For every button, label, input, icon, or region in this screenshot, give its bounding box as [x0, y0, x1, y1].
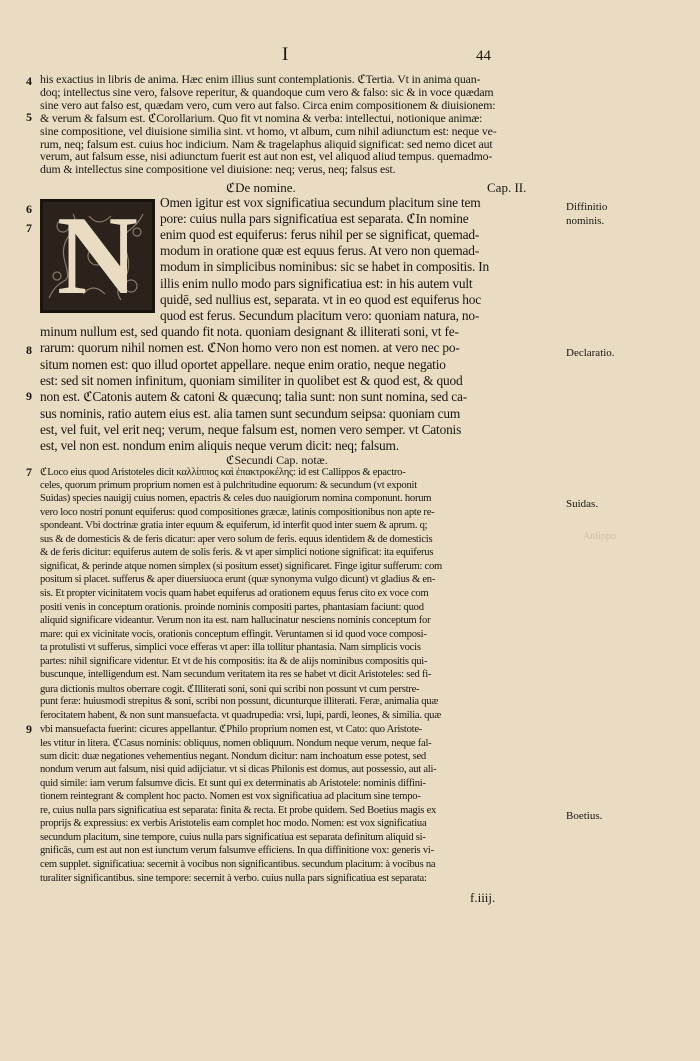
text-line: Omen igitur est vox significatiua secundum placitum sine tem [160, 195, 481, 210]
text-line: turaliter significantibus. sine tempore: secernit à verbo. cuius nulla pars significatiua est separata: [40, 872, 427, 884]
text-line: est, vel fuit, vel erit neq; verum, neque falsum est, nomen vero semper. vt Catonis [40, 421, 462, 437]
initial-letter: N [57, 199, 138, 313]
text-line: sis. Et propter vicinitatem vocis quam habet equiferus ad orationem equus ferus cito ex voce com [40, 587, 429, 599]
text-line: proprijs & expressius: ex verbis Aristotelis eam complet hoc modo. Nomen: est vox significatiua [40, 818, 427, 830]
margin-note: Declaratio. [566, 347, 615, 359]
margin-number: 4 [26, 74, 32, 88]
text-line: sus & de domesticis & de feris dicatur: aper vero solum de feris. equus identidem & de domesticis [40, 533, 433, 545]
text-line: mare: qui ex vicinitate vocis, orationis conceptum effingit. Veruntamen si id quod voce composi- [40, 628, 427, 640]
text-line: secundum placitum, sine tempore, cuius nulla pars significatiua est separata definitum aliquid si- [40, 831, 426, 843]
text-line: vbi mansuefacta fuerint: cicures appellantur. ℭPhilo proprium nomen est, vt Cato: quo Aristote- [40, 724, 423, 736]
section-title: ℭDe nomine. [226, 180, 296, 195]
text-line: Suidas) species nauigij cuius nomen, epactris & celes duo nauigiorum nomina componunt. horum [40, 493, 432, 505]
folio-number: 44 [476, 48, 491, 64]
margin-note: Suidas. [566, 498, 599, 510]
text-line: punt feræ: huiusmodi strepitus & soni, scribi non possunt, dicunturque illiterati. Feræ, animalia quæ [40, 696, 439, 708]
text-line: modum in simplicibus nominibus: sic se habet in compositis. In [160, 259, 490, 275]
text-line: les vtitur in litera. ℭCasus nominis: obliquus, nomen obliquum. Nondum neque verum, neque fal- [40, 738, 432, 749]
margin-note: Diffinitio nominis. [566, 201, 608, 227]
text-line: & de feris dicitur: equiferus autem de solis feris. & vt aper simplici notione significat: ita equiferus [40, 547, 434, 559]
text-line: ℭLoco eius quod Aristoteles dicit καλλίππος καὶ ἐπακτροκέλης: id est Callippos & epactro- [40, 467, 406, 478]
text-line: cem supplet. significatiua: secernit à vocibus non significantibus. secundum placitum: à vocibus na [40, 858, 436, 870]
chapter-label: Cap. II. [487, 180, 527, 195]
text-line: modum in oratione quæ est equus ferus. At vero non quemad- [160, 243, 480, 259]
text-line: nondum verum aut falsum, nisi quid adijciatur. vt si dicas Philonis est domus, aut possessio, aut ali- [40, 764, 437, 776]
text-line: quidē, sed nullius est, separata. vt in eo quod est equiferus hoc [160, 291, 481, 307]
text-line: positum si placet. sufferus & aper diuersiuoca erunt (quæ synonyma vulgo dicunt) vt gladius & en- [40, 574, 436, 586]
text-line: illis enim nullo modo pars significatiua est: in his autem vult [160, 275, 473, 291]
margin-number: 9 [26, 389, 32, 403]
bleed-through-mark: Anlippo [583, 531, 616, 542]
text-line: gura dictionis multos oberrare cogit. ℭIlliterati soni, soni qui scribi non possunt vt cum perstre- [40, 683, 420, 695]
text-line: quod est ferus. Secundum placitum vero: quoniam natura, no- [160, 307, 480, 323]
text-line: ta protulisti vt sufferus, simplici voce efferas vt aper: illa tollitur phantasia. Nam simplicis vocis [40, 642, 421, 654]
text-line: gnificās, cum est aut non est iunctum verum falsumve efficiens. In qua diffinitione vox: generis vi- [40, 845, 434, 857]
text-line: enim quod est equiferus: ferus nihil per se significat, quemad- [160, 227, 480, 243]
text-line: situm nomen est: quo illud oportet appellare. neque enim oratio, neque negatio [40, 356, 446, 372]
text-line: rarum: quorum nihil nomen est. ℭNon homo vero non est nomen. at vero nec po- [40, 340, 460, 356]
text-line: buscunque, intelligendum est. Nam secundum veritatem ita res se habet vt dicit Aristoteles: sed fi- [40, 669, 432, 681]
notes-title: ℭSecundi Cap. notæ. [226, 453, 328, 467]
margin-number: 5 [26, 110, 32, 124]
text-line: non est. ℭCatonis autem & catoni & quæcunq; talia sunt: non sunt nomina, sed ca- [40, 389, 468, 405]
signature-mark: f.iiij. [470, 890, 496, 905]
text-line: sum dicit: duæ negationes vehementius negant. Nondum dicitur: nam inchoatum esse potest, sed [40, 750, 426, 762]
decorated-initial [40, 199, 155, 313]
text-line: significat, & perinde atque nomen simplex (si positum esset) significaret. Finge igitur sufferum: com [40, 560, 443, 572]
text-line: pore: cuius nulla pars significatiua est separata. ℭIn nomine [160, 211, 469, 227]
text-line: partes: nihil significare videntur. Et vt de his compositis: ita & de alijs nominibus compositis qui- [40, 655, 428, 667]
text-line: est, vel non est. nondum enim aliquis neque verum dicit: neq; falsum. [40, 438, 399, 454]
margin-number: 8 [26, 343, 32, 357]
text-line: positi venis in conceptum orationis. proinde nominis compositi partes, phantasiam faciunt: quod [40, 601, 424, 613]
text-line: spondeant. Vbi doctrinæ gratia inter equum & equiferum, id interfit quod inter suem & aprum. q; [40, 520, 428, 532]
text-line: aliquid significare videantur. Verum non ita est. nam hallucinatur nesciens nominis conceptum for [40, 615, 431, 627]
text-line: verum, aut falsum esse, nisi adiunctum fuerit est aut non est, vel aliquod aliud tempus. quemadmo- [40, 149, 493, 164]
text-line: vero loco nostri ponunt equiferus: quod compositiones græcæ, latinis compositionibus non apte re- [40, 506, 435, 518]
text-line: & verum & falsum est. ℭCorollarium. Quo fit vt nomina & verba: intellectui, notionique animæ: [40, 110, 483, 125]
margin-note: Boetius. [566, 810, 603, 822]
margin-number: 6 [26, 202, 32, 216]
text-line: re, cuius nulla pars significatiua est separata: finita & recta. Et probe quidem. Sed Boetius magis ex [40, 804, 437, 816]
margin-number: 7 [26, 465, 32, 479]
text-line: sus nominis, ratio autem eius est. alia tamen sunt secundum seipsa: quoniam cum [40, 405, 461, 421]
text-line: ferocitatem habent, & non sunt mansuefacta. vt quadrupedia: vrsi, lupi, pardi, leones, & similia. quæ [40, 709, 442, 721]
text-line: minum nullum est, sed quando fit nota. quoniam designant & illiterati soni, vt fe- [40, 324, 459, 339]
text-line: sine compositione, vel diuisione similia sint. vt homo, vt album, cum nihil adiunctum est: neque ve- [40, 123, 497, 138]
text-line: celes, quorum primum proprium nomen est à pulchritudine equorum: & secundum (vt exponit [40, 479, 417, 491]
text-line: dum & intellectus sine compositione vel diuisione: neq; verus, neq; falsus est. [40, 162, 396, 177]
text-line: tionem reintegrant & complent hoc pacto. Nomen est vox significatiua ad placitum sine tempo- [40, 791, 421, 803]
text-line: rum, neq; falsum est. cuius hoc indicium. Nam & tragelaphus aliquid significat: sed nemo dicet aut [40, 136, 493, 151]
margin-number: 9 [26, 722, 32, 736]
text-line: doq; intellectus sine vero, falsove reperitur, & quandoque cum vero & falso: sic & in voce quædam [40, 84, 494, 99]
text-line: quid simile: iam verum falsumve dicis. Et sunt qui ex determinatis ab Aristotele: nominis diffini- [40, 777, 426, 789]
text-line: his exactius in libris de anima. Hæc enim illius sunt contemplationis. ℭTertia. Vt in anima quan- [40, 72, 481, 86]
quire-mark: I [282, 44, 289, 65]
text-line: sine vero aut falso est, quædam vero, cum vero aut falso. Circa enim compositionem & diuisionem: [40, 97, 496, 112]
margin-number: 7 [26, 221, 32, 235]
text-line: est: sed sit nomen infinitum, quoniam similiter in quolibet est & quod est, & quod [40, 372, 463, 388]
